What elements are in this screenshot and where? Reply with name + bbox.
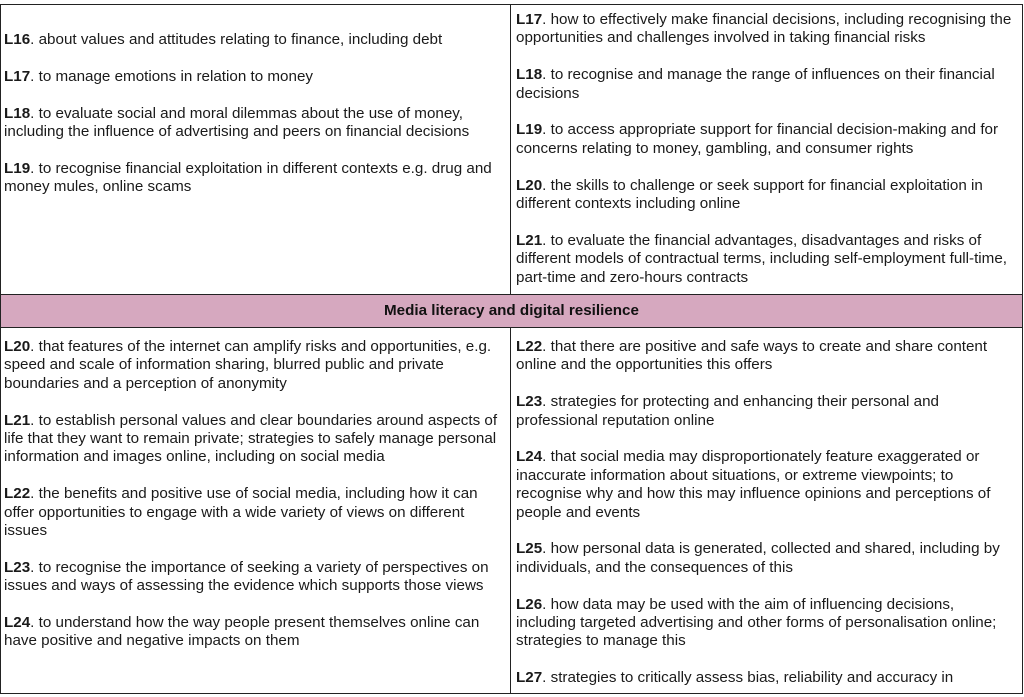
list-item bbox=[4, 105, 502, 142]
list-item bbox=[516, 448, 1016, 522]
list-item bbox=[516, 11, 1016, 48]
list-item bbox=[516, 177, 1016, 214]
item-code: L19 bbox=[516, 121, 543, 139]
item-text: . to recognise the importance of seeking a variety of perspectives on issues and ways of assessing the evidence which supports those views bbox=[4, 558, 489, 595]
item-code: L23 bbox=[516, 393, 543, 411]
media-row bbox=[0, 328, 1023, 694]
finance-row bbox=[0, 4, 1023, 295]
item-text: . to access appropriate support for financial decision-making and for concerns relating to money, gambling, and consumer rights bbox=[516, 121, 999, 157]
item-text: . about values and attitudes relating to finance, including debt bbox=[30, 31, 443, 48]
item-code: L24 bbox=[516, 448, 543, 466]
list-item bbox=[516, 540, 1016, 577]
item-code: L18 bbox=[4, 104, 31, 122]
item-text: . to evaluate the financial advantages, disadvantages and risks of different models of contractual terms, including self-employment full-time, part-time and zero-hours contracts bbox=[516, 231, 1007, 286]
section-title: Media literacy and digital resilience bbox=[384, 301, 639, 319]
media-left-cell bbox=[1, 328, 511, 693]
item-code: L17 bbox=[516, 11, 543, 28]
list-item bbox=[516, 121, 1016, 158]
list-item bbox=[516, 669, 1016, 687]
list-item bbox=[516, 232, 1016, 287]
item-code: L27 bbox=[516, 669, 543, 687]
list-item bbox=[516, 596, 1016, 651]
item-code: L19 bbox=[4, 159, 31, 177]
section-header bbox=[0, 295, 1023, 328]
item-text: . how to effectively make financial decisions, including recognising the opportunities and challenges involved in taking financial risks bbox=[516, 11, 1012, 47]
list-item bbox=[4, 31, 502, 49]
list-item bbox=[516, 393, 1016, 430]
list-item bbox=[4, 559, 502, 596]
item-code: L24 bbox=[4, 614, 31, 632]
item-text: . that there are positive and safe ways to create and share content online and the opportunities this offers bbox=[516, 338, 988, 374]
item-code: L16 bbox=[4, 31, 31, 48]
item-code: L25 bbox=[516, 540, 543, 558]
list-item bbox=[516, 66, 1016, 103]
item-text: . strategies to critically assess bias, reliability and accuracy in bbox=[542, 669, 954, 687]
item-text: . to evaluate social and moral dilemmas about the use of money, including the influence of advertising and peers on financial decisions bbox=[4, 104, 470, 140]
list-item bbox=[4, 614, 502, 651]
item-text: . strategies for protecting and enhancing their personal and professional reputation online bbox=[516, 393, 939, 429]
item-text: . how personal data is generated, collected and shared, including by individuals, and the consequences of this bbox=[516, 540, 1000, 576]
item-code: L21 bbox=[4, 411, 31, 429]
item-text: . the benefits and positive use of social media, including how it can offer opportunities to engage with a wide variety of views on different issues bbox=[4, 485, 478, 540]
list-item bbox=[4, 485, 502, 540]
item-text: . how data may be used with the aim of influencing decisions, including targeted advertising and other forms of personalisation online; strategies to manage this bbox=[516, 595, 997, 650]
item-text: . that social media may disproportionately feature exaggerated or inaccurate information about situations, or extreme viewpoints; to recognise why and how this may influence opinions and perceptions of people and events bbox=[516, 448, 991, 521]
item-text: . the skills to challenge or seek support for financial exploitation in different contexts including online bbox=[516, 176, 983, 213]
media-right-cell bbox=[511, 328, 1022, 693]
item-text: . to recognise and manage the range of influences on their financial decisions bbox=[516, 66, 995, 102]
item-text: . to recognise financial exploitation in different contexts e.g. drug and money mules, online scams bbox=[4, 159, 492, 196]
list-item bbox=[516, 338, 1016, 375]
list-item bbox=[4, 338, 502, 393]
item-code: L18 bbox=[516, 66, 543, 84]
item-code: L22 bbox=[516, 338, 543, 355]
item-text: . to manage emotions in relation to money bbox=[30, 67, 313, 85]
item-code: L26 bbox=[516, 595, 543, 613]
list-item bbox=[4, 412, 502, 467]
item-text: . to establish personal values and clear boundaries around aspects of life that they want to remain private; strategies to safely manage personal information and images online, including on social media bbox=[4, 411, 498, 466]
item-code: L21 bbox=[516, 231, 543, 249]
item-code: L23 bbox=[4, 558, 31, 576]
item-code: L22 bbox=[4, 485, 31, 503]
item-code: L20 bbox=[516, 176, 543, 194]
item-code: L17 bbox=[4, 67, 31, 85]
list-item bbox=[4, 160, 502, 197]
item-text: . that features of the internet can amplify risks and opportunities, e.g. speed and scale of information sharing, blurred public and private boundaries and a perception of anonymity bbox=[4, 338, 492, 392]
list-item bbox=[4, 68, 502, 86]
curriculum-table bbox=[0, 4, 1023, 694]
item-code: L20 bbox=[4, 338, 31, 355]
finance-right-cell bbox=[511, 5, 1022, 294]
item-text: . to understand how the way people present themselves online can have positive and negative impacts on them bbox=[4, 614, 480, 650]
finance-left-cell bbox=[1, 5, 511, 294]
